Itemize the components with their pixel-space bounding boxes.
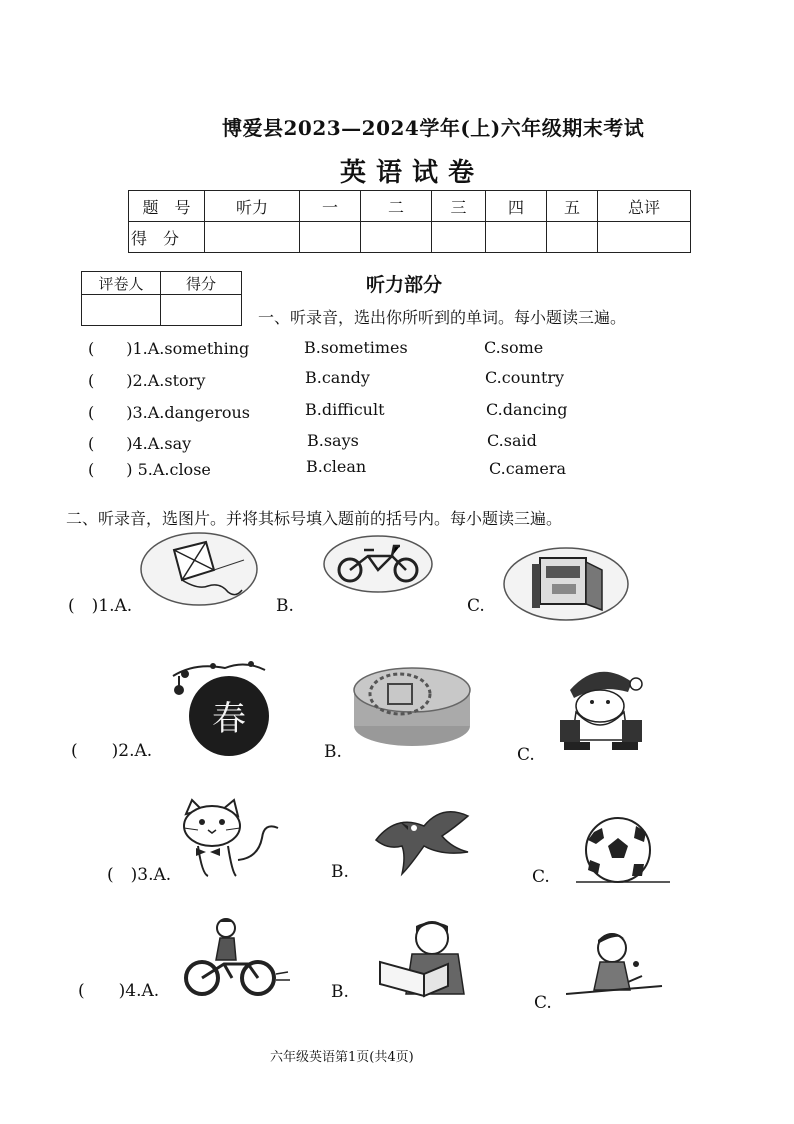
section-heading: 听力部分 — [366, 274, 443, 296]
part1-option-c: C.dancing — [486, 400, 568, 419]
score-cell[interactable] — [205, 222, 300, 253]
part1-option-b: B.says — [307, 431, 359, 450]
score-header-cell: 题 号 — [129, 191, 205, 222]
exam-title: 博爱县2023—2024学年(上)六年级期末考试 — [222, 116, 645, 140]
mooncake-icon — [348, 660, 476, 750]
score-header-cell: 五 — [547, 191, 598, 222]
part2-label-c: C. — [532, 867, 550, 887]
part2-label-b: B. — [276, 596, 294, 616]
part1-question: ( ) 5.A.close — [88, 460, 211, 479]
part2-question: ( )2.A. — [71, 741, 153, 761]
score-cell[interactable] — [547, 222, 598, 253]
score-header-cell: 二 — [361, 191, 432, 222]
exam-subtitle: 英语试卷 — [340, 158, 485, 188]
books-icon — [502, 544, 630, 624]
page-footer: 六年级英语第1页(共4页) — [270, 1050, 414, 1065]
santa-icon — [548, 660, 654, 752]
spring-character: 春 — [212, 699, 246, 739]
part2-label-c: C. — [517, 745, 535, 765]
part2-label-c: C. — [534, 993, 552, 1013]
part1-instruction: 一、听录音，选出你所听到的单词。每小题读三遍。 — [258, 308, 627, 327]
score-row-label: 得 分 — [129, 222, 205, 253]
part1-question: ( )3.A.dangerous — [88, 403, 250, 422]
grader-score-label: 得分 — [161, 272, 242, 295]
score-header-cell: 一 — [300, 191, 361, 222]
score-header-cell: 听力 — [205, 191, 300, 222]
part1-question: ( )1.A.something — [88, 339, 250, 358]
part2-label-c: C. — [467, 596, 485, 616]
part2-label-b: B. — [324, 742, 342, 762]
part1-option-b: B.clean — [306, 457, 367, 476]
score-cell[interactable] — [486, 222, 547, 253]
part2-question: ( )4.A. — [78, 981, 160, 1001]
bird-icon — [372, 800, 472, 878]
boy-cycling-icon — [180, 916, 292, 998]
part1-option-c: C.said — [487, 431, 537, 450]
boy-reading-icon — [376, 918, 476, 998]
part2-instruction: 二、听录音，选图片。并将其标号填入题前的括号内。每小题读三遍。 — [66, 509, 563, 528]
score-header-cell: 总评 — [598, 191, 691, 222]
score-header-cell: 三 — [432, 191, 486, 222]
score-table — [128, 190, 691, 253]
score-cell[interactable] — [432, 222, 486, 253]
part2-question: ( )1.A. — [68, 596, 133, 616]
spring-lantern-icon — [165, 656, 273, 758]
part1-option-b: B.difficult — [305, 400, 385, 419]
grader-label: 评卷人 — [82, 272, 161, 295]
score-header-cell: 四 — [486, 191, 547, 222]
grader-score-cell[interactable] — [161, 295, 242, 326]
score-cell[interactable] — [300, 222, 361, 253]
part2-question: ( )3.A. — [107, 865, 172, 885]
grader-box — [81, 271, 242, 326]
grader-cell[interactable] — [82, 295, 161, 326]
part1-option-c: C.country — [485, 368, 565, 387]
part1-question: ( )2.A.story — [88, 371, 206, 390]
cat-icon — [178, 798, 284, 878]
part1-option-b: B.candy — [305, 368, 370, 387]
football-icon — [576, 816, 672, 886]
boy-writing-icon — [566, 926, 666, 1004]
part1-option-b: B.sometimes — [304, 338, 408, 357]
score-cell[interactable] — [598, 222, 691, 253]
score-cell[interactable] — [361, 222, 432, 253]
bicycle-icon — [322, 534, 434, 594]
part2-label-b: B. — [331, 862, 349, 882]
part1-option-c: C.camera — [489, 459, 567, 478]
kite-icon — [138, 528, 260, 610]
part1-option-c: C.some — [484, 338, 544, 357]
part2-label-b: B. — [331, 982, 349, 1002]
part1-question: ( )4.A.say — [88, 434, 192, 453]
